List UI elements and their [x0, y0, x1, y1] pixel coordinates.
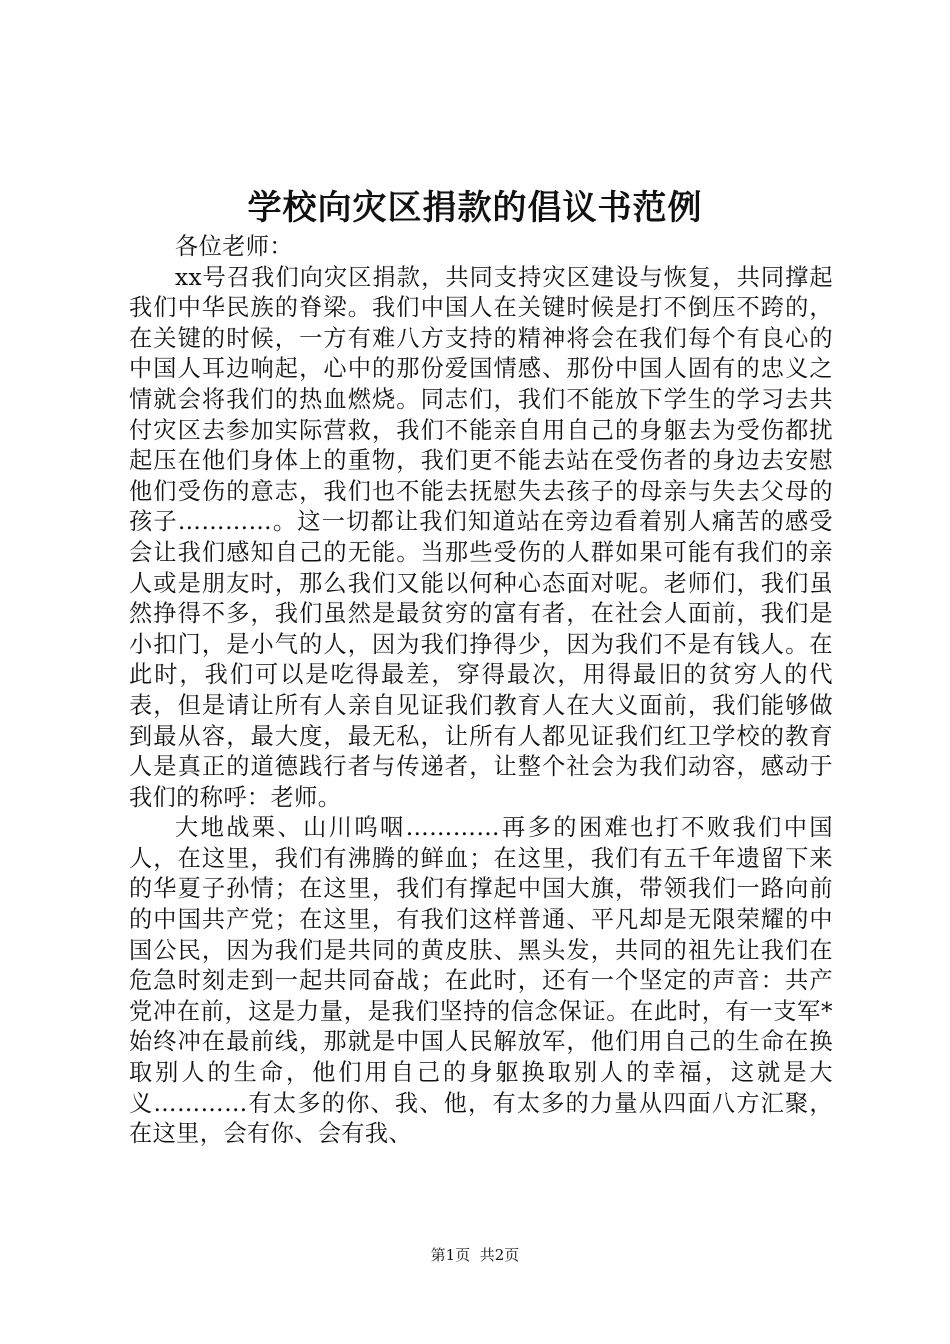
page-footer: [0, 1245, 950, 1265]
document-title: 学校向灾区捐款的倡议书范例: [247, 188, 703, 228]
page-number: 第1页: [430, 1246, 471, 1264]
document-body: [129, 232, 833, 1150]
page-total: 共2页: [479, 1246, 520, 1264]
salutation: 各位老师：: [175, 233, 293, 260]
paragraph-2: 大地战栗、山川呜咽…………再多的困难也打不败我们中国人，在这里，我们有沸腾的鲜血；在这里，我们有五千年遗留下来的华夏子孙情；在这里，我们有撑起中国大旗，带领我们一路向前的中国共产党；在这里，有我们这样普通、平凡却是无限荣耀的中国公民，因为我们是共同的黄皮肤、黑头发，共同的祖先让我们在危急时刻走到一起共同奋战；在此时，还有一个坚定的声音：共产党冲在前，这是力量，是我们坚持的信念保证。在此时，有一支军*始终冲在最前线，那就是中国人民解放军，他们用自己的生命在换取别人的生命，他们用自己的身躯换取别人的幸福，这就是大义…………有太多的你、我、他，有太多的力量从四面八方汇聚，在这里，会有你、会有我、: [129, 814, 833, 1148]
paragraph-1: xx号召我们向灾区捐款，共同支持灾区建设与恢复，共同撑起我们中华民族的脊梁。我们中国人在关键时候是打不倒压不跨的，在关键的时候，一方有难八方支持的精神将会在我们每个有良心的中国人耳边响起，心中的那份爱国情感、那份中国人固有的忠义之情就会将我们的热血燃烧。同志们，我们不能放下学生的学习去共付灾区去参加实际营救，我们不能亲自用自己的身躯去为受伤都扰起压在他们身体上的重物，我们更不能去站在受伤者的身边去安慰他们受伤的意志，我们也不能去抚慰失去孩子的母亲与失去父母的孩子…………。这一切都让我们知道站在旁边看着别人痛苦的感受会让我们感知自己的无能。当那些受伤的人群如果可能有我们的亲人或是朋友时，那么我们又能以何种心态面对呢。老师们，我们虽然挣得不多，我们虽然是最贫穷的富有者，在社会人面前，我们是小扣门，是小气的人，因为我们挣得少，因为我们不是有钱人。在此时，我们可以是吃得最差，穿得最次，用得最旧的贫穷人的代表，但是请让所有人亲自见证我们教育人在大义面前，我们能够做到最从容，最大度，最无私，让所有人都见证我们红卫学校的教育人是真正的道德践行者与传递者，让整个社会为我们动容，感动于我们的称呼：老师。: [129, 263, 833, 811]
